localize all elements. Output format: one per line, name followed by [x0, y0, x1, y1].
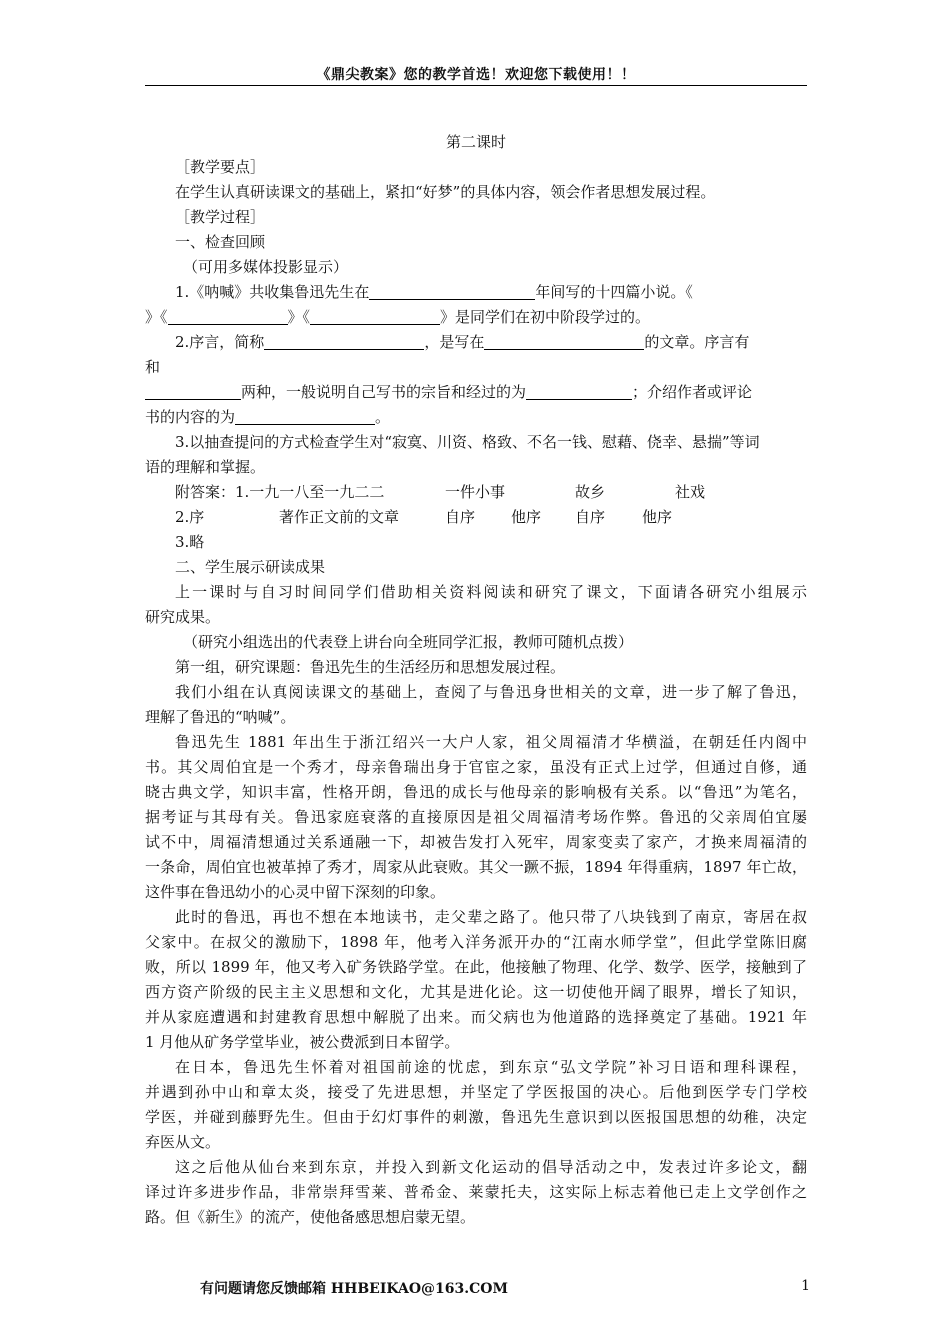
- paragraph-7-line2: 并遇到孙中山和章太炎，接受了先进思想，并坚定了学医报国的决心。后他到医学专门学校: [145, 1083, 807, 1101]
- paragraph-6-line6: 1 月他从矿务学堂毕业，被公费派到日本留学。: [145, 1033, 460, 1051]
- q2-text-g: 书的内容的为: [145, 408, 236, 426]
- paragraph-5-line2: 书。其父周伯宜是一个秀才，母亲鲁瑞出身于官宦之家，虽没有正式上过学，但通过自修，通: [145, 758, 807, 776]
- process-heading: ［教学过程］: [175, 208, 266, 226]
- question-3-line1: 3.以抽查提问的方式检查学生对“寂寞、川资、格致、不名一钱、慰藉、侥幸、悬揣”等词: [175, 433, 760, 451]
- q2-text-a: 2.序言，简称: [175, 333, 265, 351]
- footer-feedback-email: 有问题请您反馈邮箱 HHBEIKAO@163.COM: [200, 1281, 508, 1297]
- teaching-points-text: 在学生认真研读课文的基础上，紧扣“好梦”的具体内容，领会作者思想发展过程。: [175, 183, 716, 201]
- answer-2-5: 自序: [575, 508, 606, 526]
- answer-row-1: [145, 480, 807, 505]
- answer-1-4: 社戏: [675, 483, 706, 501]
- paragraph-5-line1: 鲁迅先生 1881 年出生于浙江绍兴一大户人家，祖父周福清才华横溢，在朝廷任内阁中: [175, 733, 807, 751]
- answer-2-1: 2.序: [175, 508, 205, 526]
- page-header: 《鼎尖教案》您的教学首选！欢迎您下载使用！！: [316, 67, 636, 83]
- page-footer: [200, 1278, 810, 1298]
- answer-1-2: 一件小事: [445, 483, 506, 501]
- fill-blank: [145, 383, 241, 400]
- paragraph-5-line7: 这件事在鲁迅幼小的心灵中留下深刻的印象。: [145, 883, 446, 901]
- answer-2-2: 著作正文前的文章: [279, 508, 400, 526]
- teaching-points-heading: ［教学要点］: [175, 158, 266, 176]
- paragraph-6-line2: 父家中。在叔父的激励下，1898 年，他考入洋务派开办的“江南水师学堂”，但此学堂陈旧腐: [145, 933, 807, 951]
- question-1-line1: [145, 280, 807, 305]
- answer-row-3: 3.略: [175, 533, 205, 551]
- header-divider: [145, 85, 807, 86]
- fill-blank: [168, 308, 288, 325]
- fill-blank: [264, 333, 424, 350]
- q2-text-e: 两种，一般说明自己写书的宗旨和经过的为: [241, 383, 527, 401]
- fill-blank: [526, 383, 632, 400]
- document-body: [145, 130, 807, 1230]
- fill-blank: [235, 408, 375, 425]
- answer-1-1: 附答案：1.一九一八至一九二二: [175, 483, 385, 501]
- question-1-line2: [145, 305, 807, 330]
- q1-text-d: 》《: [287, 308, 311, 326]
- q2-text-h: 。: [375, 408, 391, 426]
- lesson-title: 第二课时: [445, 133, 506, 151]
- paragraph-5-line4: 据考证与其母有关。鲁迅家庭衰落的直接原因是祖父周福清考场作弊。鲁迅的父亲周伯宜屡: [145, 808, 807, 826]
- paragraph-7-line4: 弃医从文。: [145, 1133, 221, 1151]
- paragraph-5-line6: 一条命，周伯宜也被革掉了秀才，周家从此衰败。其父一蹶不振，1894 年得重病，1897 年亡故，: [145, 858, 807, 876]
- paragraph-5-line5: 试不中，周福清想通过关系通融一下，却被告发打入死牢，周家变卖了家产，才换来周福清的: [145, 833, 807, 851]
- paragraph-6-line4: 西方资产阶级的民主主义思想和文化，尤其是进化论。这一切使他开阔了眼界，增长了知识，: [145, 983, 807, 1001]
- step2-heading: 二、学生展示研读成果: [175, 558, 326, 576]
- answer-2-6: 他序: [642, 508, 673, 526]
- step1-heading: 一、检查回顾: [175, 233, 266, 251]
- paragraph-4-line1: 我们小组在认真阅读课文的基础上，查阅了与鲁迅身世相关的文章，进一步了解了鲁迅，: [175, 683, 807, 701]
- paragraph-2: （研究小组选出的代表登上讲台向全班同学汇报，教师可随机点拨）: [183, 633, 634, 651]
- paragraph-1-line2: 研究成果。: [145, 608, 221, 626]
- paragraph-3: 第一组，研究课题：鲁迅先生的生活经历和思想发展过程。: [175, 658, 566, 676]
- question-2-line3: [145, 380, 807, 405]
- q2-text-b: ，是写在: [424, 333, 485, 351]
- question-2-line1: [145, 330, 807, 355]
- q2-text-f: ；介绍作者或评论: [632, 383, 753, 401]
- paragraph-7-line1: 在日本，鲁迅先生怀着对祖国前途的忧虑，到东京“弘文学院”补习日语和理科课程，: [175, 1058, 807, 1076]
- paragraph-6-line3: 败，所以 1899 年，他又考入矿务铁路学堂。在此，他接触了物理、化学、数学、医学，接触到了: [145, 958, 807, 976]
- fill-blank: [369, 283, 535, 300]
- paragraph-6-line1: 此时的鲁迅，再也不想在本地读书，走父辈之路了。他只带了八块钱到了南京，寄居在叔: [175, 908, 807, 926]
- page-number: 1: [801, 1278, 810, 1294]
- q1-text-b: 年间写的十四篇小说。《: [535, 283, 693, 301]
- question-3-line2: 语的理解和掌握。: [145, 458, 266, 476]
- question-2-line2: 和: [145, 358, 161, 376]
- answer-2-3: 自序: [445, 508, 476, 526]
- paragraph-8-line1: 这之后他从仙台来到东京，并投入到新文化运动的倡导活动之中，发表过许多论文，翻: [175, 1158, 807, 1176]
- paragraph-4-line2: 理解了鲁迅的“呐喊”。: [145, 708, 296, 726]
- paragraph-1-line1: 上一课时与自习时间同学们借助相关资料阅读和研究了课文，下面请各研究小组展示: [175, 583, 807, 601]
- paragraph-8-line2: 译过许多进步作品，非常崇拜雪莱、普希金、莱蒙托夫，这实际上标志着他已走上文学创作之: [145, 1183, 807, 1201]
- paragraph-5-line3: 晓古典文学，知识丰富，性格开朗，鲁迅的成长与他母亲的影响极有关系。以“鲁迅”为笔名，: [145, 783, 807, 801]
- paragraph-6-line5: 并从家庭遭遇和封建教育思想中解脱了出来。而父病也为他道路的选择奠定了基础。1921 年: [145, 1008, 807, 1026]
- fill-blank: [484, 333, 644, 350]
- question-2-line4: [145, 405, 807, 430]
- answer-1-3: 故乡: [575, 483, 606, 501]
- paragraph-8-line3: 路。但《新生》的流产，使他备感思想启蒙无望。: [145, 1208, 476, 1226]
- fill-blank: [310, 308, 440, 325]
- answer-row-2: [145, 505, 807, 530]
- paragraph-7-line3: 学医，并碰到藤野先生。但由于幻灯事件的刺激，鲁迅先生意识到以医报国思想的幼稚，决定: [145, 1108, 807, 1126]
- q1-text-c: 》《: [145, 308, 168, 326]
- step1-note: （可用多媒体投影显示）: [183, 258, 349, 276]
- q1-text-a: 1.《呐喊》共收集鲁迅先生在: [175, 283, 370, 301]
- q1-text-e: 》是同学们在初中阶段学过的。: [440, 308, 651, 326]
- q2-text-c: 的文章。序言有: [644, 333, 750, 351]
- answer-2-4: 他序: [511, 508, 542, 526]
